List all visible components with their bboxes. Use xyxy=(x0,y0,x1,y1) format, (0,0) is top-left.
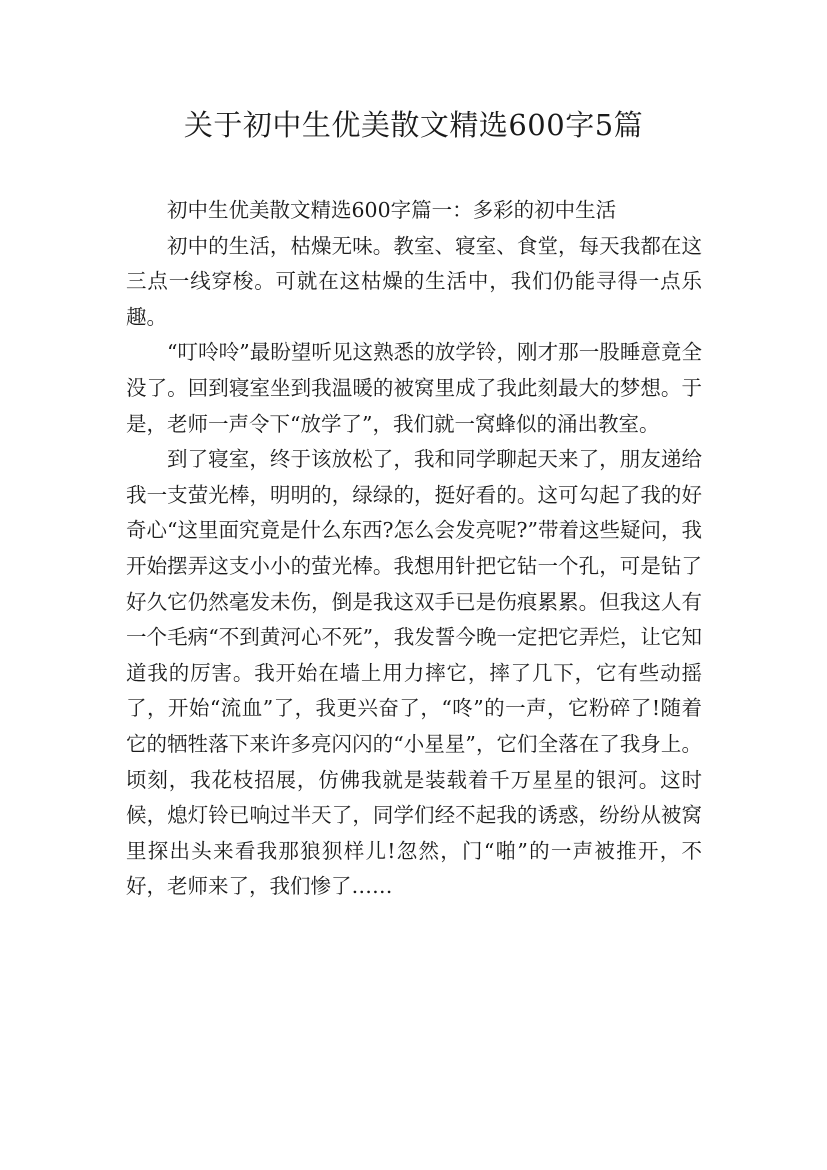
document-title: 关于初中生优美散文精选600字5篇 xyxy=(183,108,644,142)
paragraph: 初中的生活，枯燥无味。教室、寝室、食堂，每天我都在这三点一线穿梭。可就在这枯燥的生活中，我们仍能寻得一点乐趣。 xyxy=(126,233,702,329)
section-heading: 初中生优美散文精选600字篇一：多彩的初中生活 xyxy=(167,198,617,222)
paragraph: “叮呤呤”最盼望听见这熟悉的放学铃，刚才那一股睡意竟全没了。回到寝室坐到我温暖的被窝里成了我此刻最大的梦想。于是，老师一声令下“放学了”，我们就一窝蜂似的涌出教室。 xyxy=(126,340,702,436)
paragraph: 到了寝室，终于该放松了，我和同学聊起天来了，朋友递给我一支萤光棒，明明的，绿绿的，挺好看的。这可勾起了我的好奇心“这里面究竟是什么东西?怎么会发亮呢?”带着这些疑问，我开始摆弄这支小小的萤光棒。我想用针把它钻一个孔，可是钻了好久它仍然毫发未伤，倒是我这双手已是伤痕累累。但我这人有一个毛病“不到黄河心不死”，我发誓今晚一定把它弄烂，让它知道我的厉害。我开始在墙上用力摔它，摔了几下，它有些动摇了，开始“流血”了，我更兴奋了，“咚”的一声，它粉碎了!随着它的牺牲落下来许多亮闪闪的“小星星”，它们全落在了我身上。顷刻，我花枝招展，仿佛我就是装载着千万星星的银河。这时候，熄灯铃已响过半天了，同学们经不起我的诱惑，纷纷从被窝里探出头来看我那狼狈样儿!忽然，门“啪”的一声被推开，不好，老师来了，我们惨了…… xyxy=(126,447,702,899)
document-body xyxy=(126,193,702,905)
